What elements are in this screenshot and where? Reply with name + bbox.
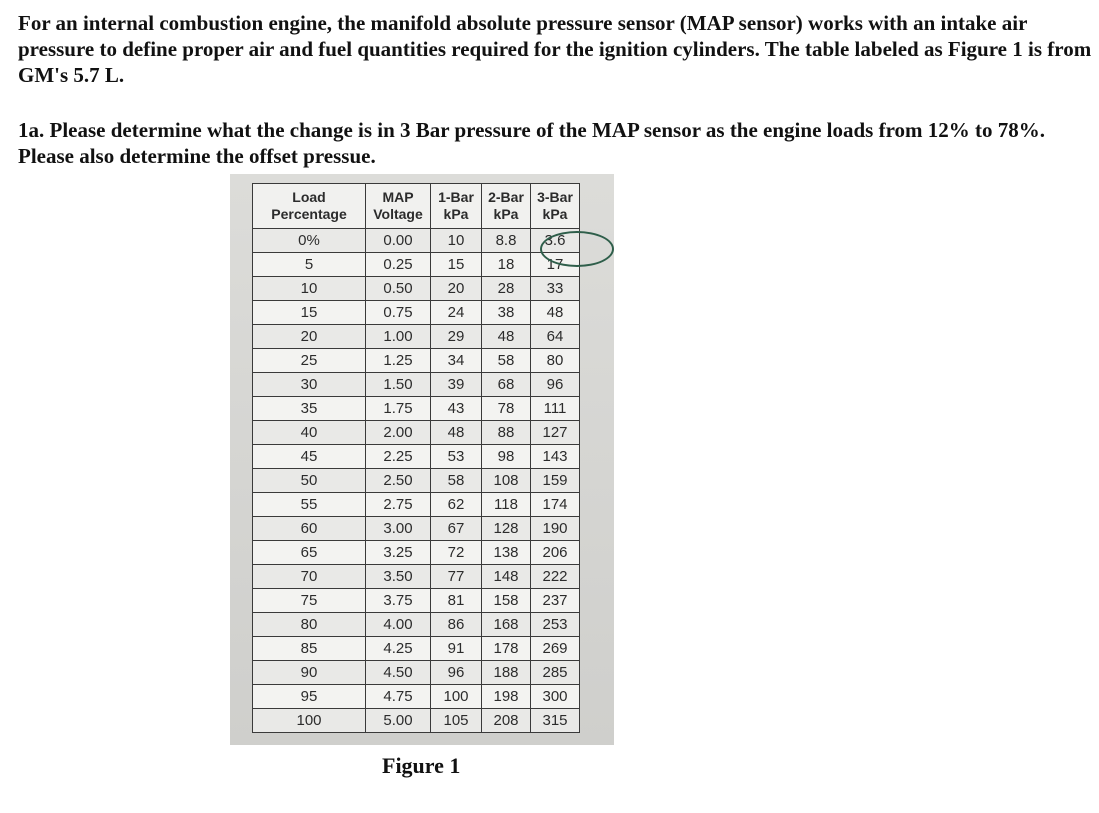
cell-load: 45 [253,445,366,469]
cell-2-bar: 68 [482,373,531,397]
header-map-voltage: MAP Voltage [366,184,431,229]
cell-2-bar: 208 [482,709,531,733]
cell-3-bar: 222 [531,565,580,589]
cell-voltage: 1.75 [366,397,431,421]
cell-1-bar: 81 [431,589,482,613]
cell-load: 15 [253,301,366,325]
cell-1-bar: 48 [431,421,482,445]
cell-2-bar: 88 [482,421,531,445]
cell-load: 50 [253,469,366,493]
cell-load: 60 [253,517,366,541]
cell-2-bar: 188 [482,661,531,685]
cell-voltage: 3.75 [366,589,431,613]
cell-2-bar: 198 [482,685,531,709]
cell-voltage: 3.00 [366,517,431,541]
table-row [253,565,580,589]
cell-1-bar: 100 [431,685,482,709]
cell-2-bar: 38 [482,301,531,325]
table-row [253,637,580,661]
cell-2-bar: 48 [482,325,531,349]
intro-paragraph: For an internal combustion engine, the manifold absolute pressure sensor (MAP sensor) works with an intake air pressure to define proper air and fuel quantities required for the ignition cylinders. The table labeled as Figure 1 is from GM's 5.7 L. [18,11,1092,87]
cell-3-bar: 174 [531,493,580,517]
cell-3-bar: 64 [531,325,580,349]
table-row [253,541,580,565]
cell-load: 0% [253,229,366,253]
cell-3-bar: 80 [531,349,580,373]
table-row [253,325,580,349]
cell-voltage: 3.25 [366,541,431,565]
cell-3-bar: 96 [531,373,580,397]
cell-1-bar: 105 [431,709,482,733]
table-header-row [253,184,580,229]
cell-voltage: 1.50 [366,373,431,397]
cell-2-bar: 8.8 [482,229,531,253]
cell-3-bar: 269 [531,637,580,661]
cell-1-bar: 77 [431,565,482,589]
cell-2-bar: 168 [482,613,531,637]
cell-2-bar: 98 [482,445,531,469]
cell-voltage: 4.00 [366,613,431,637]
header-load-percentage: Load Percentage [253,184,366,229]
cell-voltage: 4.75 [366,685,431,709]
cell-1-bar: 34 [431,349,482,373]
header-1-bar: 1-Bar kPa [431,184,482,229]
cell-3-bar: 127 [531,421,580,445]
table-row [253,253,580,277]
cell-load: 10 [253,277,366,301]
cell-1-bar: 20 [431,277,482,301]
table-row [253,349,580,373]
cell-voltage: 1.00 [366,325,431,349]
cell-load: 70 [253,565,366,589]
cell-3-bar: 3.6 [531,229,580,253]
cell-voltage: 2.75 [366,493,431,517]
table-row [253,277,580,301]
table-row [253,421,580,445]
cell-3-bar: 159 [531,469,580,493]
cell-3-bar: 253 [531,613,580,637]
table-row [253,397,580,421]
table-row [253,661,580,685]
cell-3-bar: 111 [531,397,580,421]
cell-load: 80 [253,613,366,637]
cell-1-bar: 15 [431,253,482,277]
cell-1-bar: 67 [431,517,482,541]
cell-3-bar: 285 [531,661,580,685]
table-row [253,301,580,325]
cell-load: 20 [253,325,366,349]
cell-load: 55 [253,493,366,517]
cell-1-bar: 10 [431,229,482,253]
table-row [253,685,580,709]
header-2-bar: 2-Bar kPa [482,184,531,229]
cell-voltage: 0.25 [366,253,431,277]
cell-3-bar: 300 [531,685,580,709]
cell-3-bar: 190 [531,517,580,541]
cell-2-bar: 18 [482,253,531,277]
cell-1-bar: 24 [431,301,482,325]
cell-voltage: 2.00 [366,421,431,445]
cell-load: 95 [253,685,366,709]
cell-3-bar: 33 [531,277,580,301]
cell-load: 65 [253,541,366,565]
table-row [253,709,580,733]
cell-2-bar: 78 [482,397,531,421]
cell-load: 75 [253,589,366,613]
cell-load: 40 [253,421,366,445]
cell-voltage: 2.25 [366,445,431,469]
cell-1-bar: 53 [431,445,482,469]
cell-voltage: 2.50 [366,469,431,493]
map-sensor-table [252,183,580,733]
cell-2-bar: 148 [482,565,531,589]
table-row [253,373,580,397]
cell-3-bar: 206 [531,541,580,565]
cell-2-bar: 158 [482,589,531,613]
table-row [253,493,580,517]
cell-1-bar: 91 [431,637,482,661]
cell-3-bar: 143 [531,445,580,469]
cell-2-bar: 108 [482,469,531,493]
cell-2-bar: 28 [482,277,531,301]
cell-load: 35 [253,397,366,421]
cell-voltage: 1.25 [366,349,431,373]
cell-voltage: 0.50 [366,277,431,301]
cell-1-bar: 72 [431,541,482,565]
table-row [253,589,580,613]
cell-load: 5 [253,253,366,277]
cell-load: 100 [253,709,366,733]
cell-3-bar: 315 [531,709,580,733]
cell-1-bar: 29 [431,325,482,349]
table-row [253,229,580,253]
cell-voltage: 5.00 [366,709,431,733]
cell-2-bar: 58 [482,349,531,373]
cell-load: 90 [253,661,366,685]
cell-voltage: 0.75 [366,301,431,325]
table-row [253,613,580,637]
question-paragraph: 1a. Please determine what the change is in 3 Bar pressure of the MAP sensor as the engine loads from 12% to 78%. Please also determine the offset pressue. [18,118,1046,168]
cell-3-bar: 48 [531,301,580,325]
cell-load: 30 [253,373,366,397]
cell-voltage: 0.00 [366,229,431,253]
cell-1-bar: 39 [431,373,482,397]
cell-voltage: 4.50 [366,661,431,685]
cell-2-bar: 118 [482,493,531,517]
table-row [253,517,580,541]
cell-load: 25 [253,349,366,373]
figure-caption: Figure 1 [382,753,461,778]
table-row [253,445,580,469]
cell-2-bar: 178 [482,637,531,661]
cell-3-bar: 237 [531,589,580,613]
cell-1-bar: 96 [431,661,482,685]
figure-1-photo [230,174,614,745]
cell-voltage: 4.25 [366,637,431,661]
cell-1-bar: 86 [431,613,482,637]
header-3-bar: 3-Bar kPa [531,184,580,229]
cell-voltage: 3.50 [366,565,431,589]
cell-1-bar: 62 [431,493,482,517]
handwritten-circle-mark [540,231,614,267]
cell-1-bar: 43 [431,397,482,421]
cell-2-bar: 138 [482,541,531,565]
table-row [253,469,580,493]
cell-2-bar: 128 [482,517,531,541]
cell-1-bar: 58 [431,469,482,493]
cell-3-bar: 17 [531,253,580,277]
cell-load: 85 [253,637,366,661]
